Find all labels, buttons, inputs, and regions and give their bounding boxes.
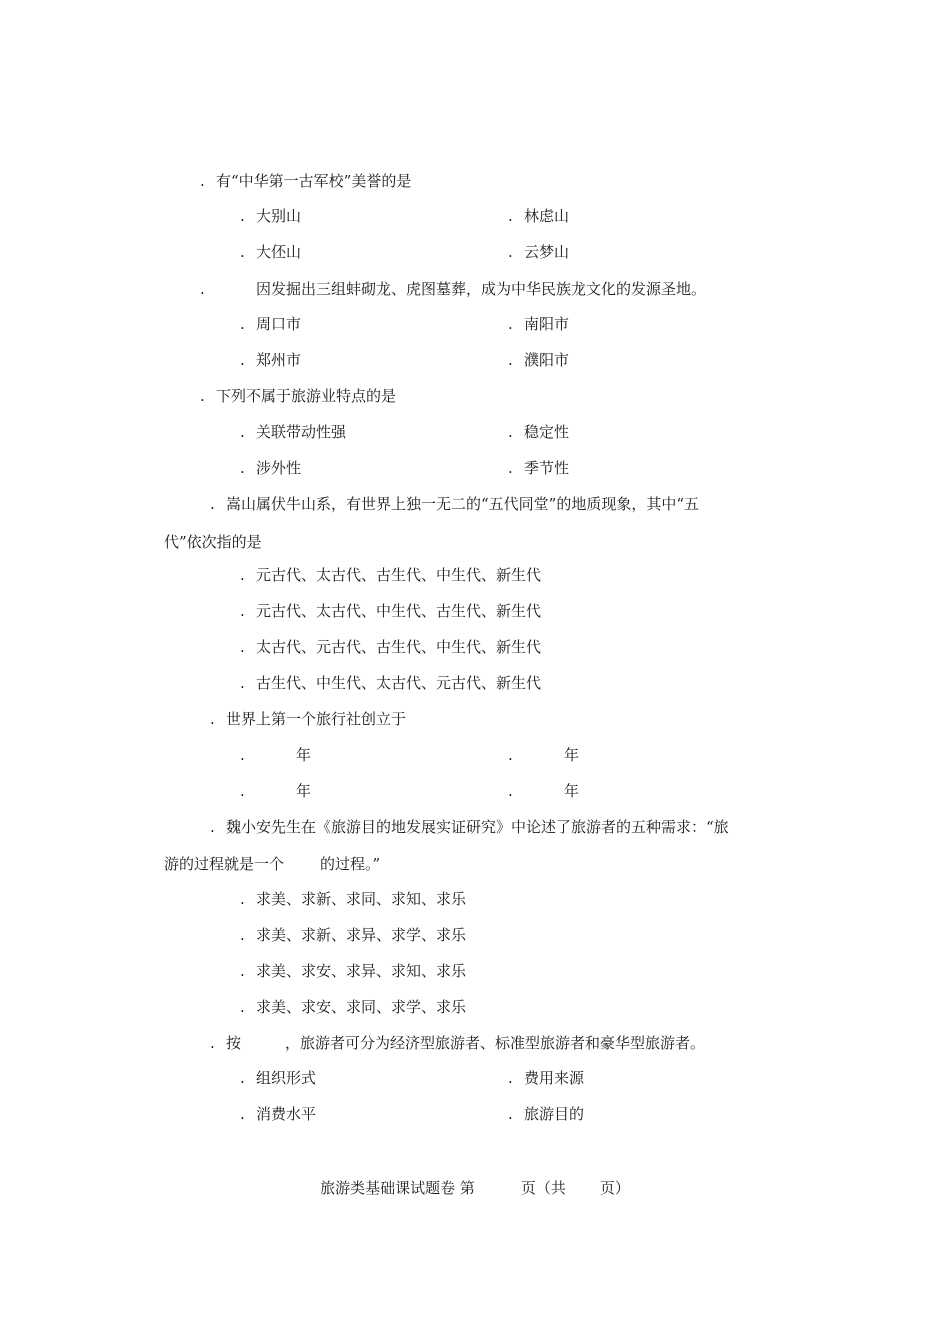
question-7-option-b: . 费用来源 xyxy=(508,1069,585,1087)
question-5-option-d: . 年 xyxy=(508,782,580,800)
question-4-stem: . 嵩山属伏牛山系，有世界上独一无二的“五代同堂”的地质现象，其中“五 xyxy=(210,495,700,513)
question-1-option-d: . 云梦山 xyxy=(508,243,570,261)
question-7-option-a: . 组织形式 xyxy=(240,1069,317,1087)
question-4-option-a: . 元古代、太古代、古生代、中生代、新生代 xyxy=(240,566,542,584)
question-5-option-c: . 年 xyxy=(240,782,312,800)
question-2-option-d: . 濮阳市 xyxy=(508,351,570,369)
question-2-option-b: . 南阳市 xyxy=(508,315,570,333)
question-5-option-a: . 年 xyxy=(240,746,312,764)
question-4-option-d: . 古生代、中生代、太古代、元古代、新生代 xyxy=(240,674,542,692)
question-5-option-b: . 年 xyxy=(508,746,580,764)
question-4-option-c: . 太古代、元古代、古生代、中生代、新生代 xyxy=(240,638,542,656)
question-1-option-b: . 林虑山 xyxy=(508,207,570,225)
question-4-option-b: . 元古代、太古代、中生代、古生代、新生代 xyxy=(240,602,542,620)
question-3-option-b: . 稳定性 xyxy=(508,423,570,441)
question-6-stem-continued: 游的过程就是一个 的过程。” xyxy=(164,855,381,873)
question-5-stem: . 世界上第一个旅行社创立于 xyxy=(210,710,407,728)
question-2-option-c: . 郑州市 xyxy=(240,351,302,369)
question-1-stem: . 有“中华第一古军校”美誉的是 xyxy=(200,172,412,190)
question-6-option-a: . 求美、求新、求同、求知、求乐 xyxy=(240,890,467,908)
question-7-option-c: . 消费水平 xyxy=(240,1105,317,1123)
page-footer: 旅游类基础课试题卷 第 页（共 页） xyxy=(320,1179,630,1197)
question-3-option-d: . 季节性 xyxy=(508,459,570,477)
question-4-stem-continued: 代”依次指的是 xyxy=(164,533,262,551)
question-2-stem: . 因发掘出三组蚌砌龙、虎图墓葬，成为中华民族龙文化的发源圣地。 xyxy=(200,280,707,298)
question-6-option-b: . 求美、求新、求异、求学、求乐 xyxy=(240,926,467,944)
question-7-stem: . 按 ，旅游者可分为经济型旅游者、标准型旅游者和豪华型旅游者。 xyxy=(210,1034,706,1052)
question-6-stem: . 魏小安先生在《旅游目的地发展实证研究》中论述了旅游者的五种需求：“旅 xyxy=(210,818,729,836)
question-1-option-a: . 大别山 xyxy=(240,207,302,225)
question-3-option-c: . 涉外性 xyxy=(240,459,302,477)
question-3-option-a: . 关联带动性强 xyxy=(240,423,347,441)
question-1-option-c: . 大伾山 xyxy=(240,243,302,261)
question-6-option-d: . 求美、求安、求同、求学、求乐 xyxy=(240,998,467,1016)
question-2-option-a: . 周口市 xyxy=(240,315,302,333)
question-7-option-d: . 旅游目的 xyxy=(508,1105,585,1123)
question-3-stem: . 下列不属于旅游业特点的是 xyxy=(200,387,397,405)
question-6-option-c: . 求美、求安、求异、求知、求乐 xyxy=(240,962,467,980)
